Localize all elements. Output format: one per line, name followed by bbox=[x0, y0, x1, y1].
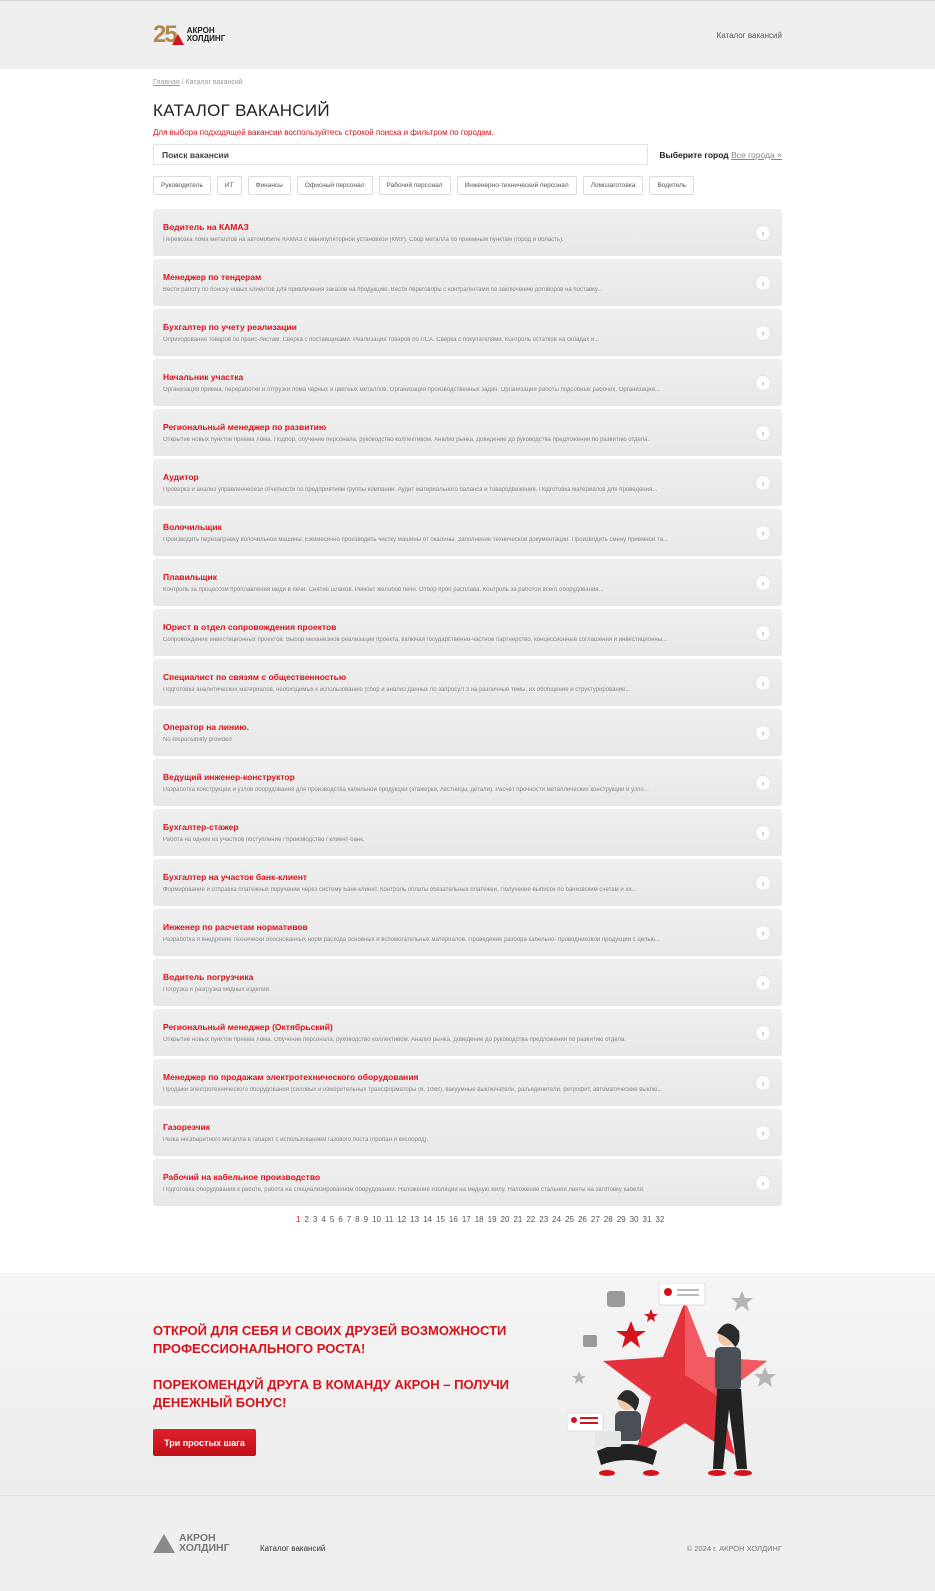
logo[interactable] bbox=[153, 21, 225, 49]
vacancy-description: Вести работу по поиску новых клиентов для привлечения заказов на продукцию. Вести переговоры с контрагентами по заключению договоров на поставку... bbox=[163, 287, 603, 293]
vacancy-card[interactable] bbox=[153, 909, 782, 956]
chevron-right-icon[interactable]: › bbox=[755, 325, 771, 341]
chevron-right-icon[interactable]: › bbox=[755, 975, 771, 991]
vacancy-card[interactable] bbox=[153, 959, 782, 1006]
page-link[interactable]: 8 bbox=[355, 1215, 360, 1224]
logo-triangle-icon bbox=[172, 34, 184, 45]
page-title: КАТАЛОГ ВАКАНСИЙ bbox=[153, 101, 330, 120]
page-subtitle: Для выбора подходящей вакансии воспользуйтесь строкой поиска и фильтром по городам. bbox=[153, 128, 494, 137]
logo-text bbox=[187, 27, 226, 43]
vacancy-card[interactable] bbox=[153, 1059, 782, 1106]
vacancy-title[interactable]: Водитель на КАМАЗ bbox=[163, 222, 249, 232]
chevron-right-icon[interactable]: › bbox=[755, 1075, 771, 1091]
logo-text-line1: АКРОН bbox=[186, 26, 215, 35]
chevron-right-icon[interactable]: › bbox=[755, 1125, 771, 1141]
vacancy-title[interactable]: Менеджер по тендерам bbox=[163, 272, 262, 282]
vacancy-card[interactable] bbox=[153, 209, 782, 256]
vacancy-card[interactable] bbox=[153, 409, 782, 456]
filter-chip[interactable]: Финансы bbox=[248, 176, 291, 195]
vacancy-title[interactable]: Оператор на линию. bbox=[163, 722, 250, 732]
chevron-right-icon[interactable]: › bbox=[755, 225, 771, 241]
page-link[interactable]: 4 bbox=[321, 1215, 326, 1224]
page-link[interactable]: 10 bbox=[372, 1215, 381, 1224]
vacancy-card[interactable] bbox=[153, 309, 782, 356]
page-link[interactable]: 27 bbox=[590, 1215, 600, 1224]
page-link[interactable]: 19 bbox=[487, 1215, 497, 1224]
chevron-right-icon[interactable]: › bbox=[755, 725, 771, 741]
vacancy-description: Открытие новых пунктов приема лома. Обучение персонала, руководство коллективом. Анализ рынка, доведение до руководства предложений по развитию отдела. bbox=[163, 1037, 626, 1043]
chevron-right-icon[interactable]: › bbox=[755, 775, 771, 791]
page-link[interactable]: 16 bbox=[448, 1215, 458, 1224]
page-link[interactable]: 7 bbox=[346, 1215, 352, 1224]
page-link[interactable]: 18 bbox=[474, 1215, 484, 1224]
page-link[interactable]: 14 bbox=[423, 1215, 433, 1224]
city-value[interactable]: Все города × bbox=[731, 150, 782, 160]
filter-chip[interactable]: Рабочий персонал bbox=[379, 176, 451, 195]
vacancy-card[interactable] bbox=[153, 659, 782, 706]
vacancy-description: Производить перезаправку волочильной машины. Ежемесячно производить чистку машины от окалины. Заполнение технической документации. Производить смену приемной та... bbox=[163, 537, 668, 543]
grey-star-icon bbox=[572, 1371, 586, 1384]
footer-catalog-link[interactable]: Каталог вакансий bbox=[260, 1544, 326, 1553]
city-label: Выберите город bbox=[659, 150, 729, 160]
vacancy-description: Сопровождение инвестиционных проектов: Выбор механизмов реализации проекта, включая государственно-частное партнерство, концессионные соглашения и инвестиционны... bbox=[163, 637, 668, 643]
footer-logo-triangle-icon bbox=[153, 1534, 175, 1553]
chevron-right-icon[interactable]: › bbox=[755, 925, 771, 941]
chevron-right-icon[interactable]: › bbox=[755, 425, 771, 441]
chevron-right-icon[interactable]: › bbox=[755, 575, 771, 591]
page-link[interactable]: 12 bbox=[397, 1215, 407, 1224]
vacancy-description: No responsibility provided bbox=[163, 737, 232, 743]
filter-chip[interactable]: Ломозаготовка bbox=[583, 176, 644, 195]
vacancy-description: Продажи электротехнического оборудования (силовых и измерительных трансформаторы (6, 10кВ), вакуумные выключатели, разъединители, ретрофит, автоматические выклю... bbox=[163, 1087, 663, 1093]
vacancy-description: Открытие новых пунктов приема лома. Подбор, обучение персонала, руководство коллективом. Анализ рынка, доведение до руководства предложений по развитию отдела. bbox=[163, 437, 650, 443]
page-link[interactable]: 9 bbox=[363, 1215, 369, 1224]
filter-chip[interactable]: Водитель bbox=[649, 176, 694, 195]
copyright: © 2024 г. АКРОН ХОЛДИНГ bbox=[686, 1544, 782, 1553]
vacancy-card[interactable] bbox=[153, 509, 782, 556]
breadcrumb bbox=[153, 79, 243, 86]
three-steps-button[interactable]: Три простых шага bbox=[153, 1429, 256, 1456]
page-link[interactable]: 15 bbox=[436, 1215, 445, 1224]
vacancy-description: Организация приема, переработки и отгрузки лома черных и цветных металлов. Организация производственных задач. Организация работы подсобных рабочих. Организация... bbox=[163, 387, 660, 393]
page-link[interactable]: 30 bbox=[629, 1215, 639, 1224]
breadcrumb-home-link[interactable]: Главная bbox=[153, 79, 180, 86]
vacancy-title[interactable]: Водитель погрузчика bbox=[163, 972, 254, 982]
page-link[interactable]: 22 bbox=[526, 1215, 536, 1224]
breadcrumb-current: Каталог вакансий bbox=[185, 79, 243, 86]
logo-text-line2: ХОЛДИНГ bbox=[186, 34, 226, 43]
page-link[interactable]: 21 bbox=[513, 1215, 523, 1224]
vacancy-card[interactable] bbox=[153, 559, 782, 606]
logo-anniversary-number: 25 bbox=[153, 21, 176, 48]
vacancy-card[interactable] bbox=[153, 259, 782, 306]
vacancy-title[interactable]: Аудитор bbox=[163, 472, 199, 482]
vacancy-description: Резка негабаритного металла в габарит с использованием газового поста (пропан и кислород). bbox=[163, 1137, 429, 1143]
vacancy-card[interactable] bbox=[153, 759, 782, 806]
laptop-icon bbox=[595, 1431, 621, 1447]
vacancy-description: Перевозка лома металлов на автомобиле КАМАЗ с манипуляторной установкой (КМУ). Сбор металла по приемным пунктам (город и область). bbox=[163, 237, 564, 243]
vacancy-title[interactable]: Начальник участка bbox=[163, 372, 244, 382]
page-link[interactable]: 13 bbox=[410, 1215, 420, 1224]
city-selector[interactable] bbox=[659, 150, 782, 160]
referral-promo bbox=[0, 1273, 935, 1495]
vacancy-title[interactable]: Специалист по связям с общественностью bbox=[163, 672, 347, 682]
footer-logo-line2: ХОЛДИНГ bbox=[179, 1542, 230, 1554]
vacancy-title[interactable]: Бухгалтер по учету реализации bbox=[163, 322, 297, 332]
site-footer bbox=[0, 1495, 935, 1591]
vacancy-title[interactable]: Ведущий инженер-конструктор bbox=[163, 772, 295, 782]
vacancy-title[interactable]: Плавильщик bbox=[163, 572, 217, 582]
chevron-right-icon[interactable]: › bbox=[755, 875, 771, 891]
vacancy-list bbox=[153, 209, 782, 1209]
page-link[interactable]: 24 bbox=[552, 1215, 562, 1224]
vacancy-description: Разработка и внедрение технически обоснованных норм расхода основных и вспомогательных материалов. Проведение разбора кабельно- проводниковой продукции с целью... bbox=[163, 937, 660, 943]
vacancy-description: Подготовка аналитических материалов, необходимых к использованию (сбор и анализ данных по запросу/ТЗ на различные темы, их обобщение и структурирование... bbox=[163, 687, 631, 693]
site-header bbox=[0, 0, 935, 69]
pagination bbox=[296, 1215, 664, 1224]
person-standing-body bbox=[715, 1347, 741, 1391]
vacancy-description: Погрузка и разгрузка медных изделий. bbox=[163, 987, 271, 993]
vacancy-description: Подготовка оборудования к работе, работа на специализированном оборудовании. Наложение изоляции на медную жилу. Наложение стальной ленты на заготовку кабеля. bbox=[163, 1187, 645, 1193]
vacancy-title[interactable]: Бухгалтер-стажер bbox=[163, 822, 239, 832]
breadcrumb-separator: / bbox=[179, 79, 186, 86]
header-catalog-link[interactable]: Каталог вакансий bbox=[716, 31, 782, 40]
search-input[interactable] bbox=[153, 144, 648, 165]
vacancy-title[interactable]: Газорезчик bbox=[163, 1122, 210, 1132]
vacancy-description: Разработка конструкций и узлов оборудования для производства кабельной продукции (этажерки, лестницы, детали). Расчёт прочности металлических конструкций и узло... bbox=[163, 787, 649, 793]
vacancy-card[interactable] bbox=[153, 1109, 782, 1156]
page-link[interactable]: 11 bbox=[384, 1215, 394, 1224]
filter-chip[interactable]: Офисный персонал bbox=[297, 176, 373, 195]
promo-subheading: ПОРЕКОМЕНДУЙ ДРУГА В КОМАНДУ АКРОН – ПОЛУЧИ ДЕНЕЖНЫЙ БОНУС! bbox=[153, 1377, 509, 1410]
page-link[interactable]: 23 bbox=[539, 1215, 549, 1224]
promo-heading: ОТКРОЙ ДЛЯ СЕБЯ И СВОИХ ДРУЗЕЙ ВОЗМОЖНОСТИ ПРОФЕССИОНАЛЬНОГО РОСТА! bbox=[153, 1323, 507, 1356]
grey-star-icon bbox=[731, 1291, 753, 1311]
page-link[interactable]: 5 bbox=[329, 1215, 335, 1224]
vacancy-title[interactable]: Региональный менеджер (Октябрьский) bbox=[163, 1022, 333, 1032]
vacancy-title[interactable]: Инженер по расчетам нормативов bbox=[163, 922, 308, 932]
vacancy-title[interactable]: Юрист в отдел сопровождения проектов bbox=[163, 622, 337, 632]
vacancy-card[interactable] bbox=[153, 459, 782, 506]
page-link[interactable]: 6 bbox=[338, 1215, 343, 1224]
vacancy-card[interactable] bbox=[153, 1009, 782, 1056]
page-link[interactable]: 32 bbox=[655, 1215, 665, 1224]
vacancy-description: Работа на одном из участков поступление / производство / клиент-банк. bbox=[163, 837, 365, 843]
vacancy-card[interactable] bbox=[153, 359, 782, 406]
like-icon bbox=[583, 1335, 597, 1347]
page-link[interactable]: 29 bbox=[616, 1215, 626, 1224]
vacancy-card[interactable] bbox=[153, 709, 782, 756]
chevron-right-icon[interactable]: › bbox=[755, 625, 771, 641]
vacancy-title[interactable]: Региональный менеджер по развитию bbox=[163, 422, 327, 432]
chevron-right-icon[interactable]: › bbox=[755, 825, 771, 841]
vacancy-title[interactable]: Менеджер по продажам электротехнического оборудования bbox=[163, 1072, 419, 1082]
vacancy-card[interactable] bbox=[153, 859, 782, 906]
page-link[interactable]: 2 bbox=[304, 1215, 309, 1224]
vacancy-description: Проверка и анализ управленческой отчетности по предприятиям группы компаний. Аудит материального баланса и товародвижения. Подготовка материалов для проведения... bbox=[163, 487, 658, 493]
vacancy-card[interactable] bbox=[153, 809, 782, 856]
chevron-right-icon[interactable]: › bbox=[755, 675, 771, 691]
vacancy-title[interactable]: Волочильщик bbox=[163, 522, 222, 532]
chevron-right-icon[interactable]: › bbox=[755, 525, 771, 541]
chevron-right-icon[interactable]: › bbox=[755, 1025, 771, 1041]
page-link[interactable]: 25 bbox=[565, 1215, 574, 1224]
chevron-right-icon[interactable]: › bbox=[755, 1175, 771, 1191]
category-filters bbox=[153, 176, 694, 195]
page-link[interactable]: 20 bbox=[500, 1215, 510, 1224]
small-star-icon bbox=[616, 1321, 646, 1348]
chevron-right-icon[interactable]: › bbox=[755, 475, 771, 491]
chevron-right-icon[interactable]: › bbox=[755, 275, 771, 291]
filter-chip[interactable]: Руководитель bbox=[153, 176, 211, 195]
filter-chip[interactable]: Инженерно-технический персонал bbox=[457, 176, 577, 195]
footer-logo[interactable] bbox=[153, 1533, 230, 1553]
page-link[interactable]: 1 bbox=[296, 1215, 301, 1224]
referral-illustration bbox=[567, 1283, 787, 1488]
page-link[interactable]: 17 bbox=[461, 1215, 471, 1224]
page-link[interactable]: 26 bbox=[577, 1215, 587, 1224]
page-link[interactable]: 3 bbox=[312, 1215, 318, 1224]
vacancy-title[interactable]: Рабочий на кабельное производство bbox=[163, 1172, 321, 1182]
vacancy-description: Формирование и отправка платежных поручений через систему Банк-клиент. Контроль оплаты обязательных платежей. Получение выписок по банковским счетам и их... bbox=[163, 887, 637, 893]
footer-logo-text bbox=[179, 1533, 230, 1553]
like-icon bbox=[607, 1291, 625, 1307]
vacancy-description: Оприходование товаров по прайс-листам. Сверка с поставщиками. Реализация товаров по ПСА. Сверка с покупателями. Контроль остатков на складах и... bbox=[163, 337, 600, 343]
footer-logo-line1: АКРОН bbox=[179, 1532, 216, 1544]
page-link[interactable]: 28 bbox=[603, 1215, 613, 1224]
vacancy-description: Контроль за процессом проплавления меди в печи. Снятие шлаков. Ремонт желобов печи. Отбор проб расплава. Контроль за работой всего оборудования... bbox=[163, 587, 604, 593]
vacancy-title[interactable]: Бухгалтер на участок банк-клиент bbox=[163, 872, 308, 882]
page-link[interactable]: 31 bbox=[642, 1215, 652, 1224]
filter-chip[interactable]: ИТ bbox=[217, 176, 242, 195]
vacancy-card[interactable] bbox=[153, 609, 782, 656]
vacancy-card[interactable] bbox=[153, 1159, 782, 1206]
small-star-icon bbox=[644, 1309, 658, 1322]
chevron-right-icon[interactable]: › bbox=[755, 375, 771, 391]
grey-star-icon bbox=[754, 1367, 776, 1387]
